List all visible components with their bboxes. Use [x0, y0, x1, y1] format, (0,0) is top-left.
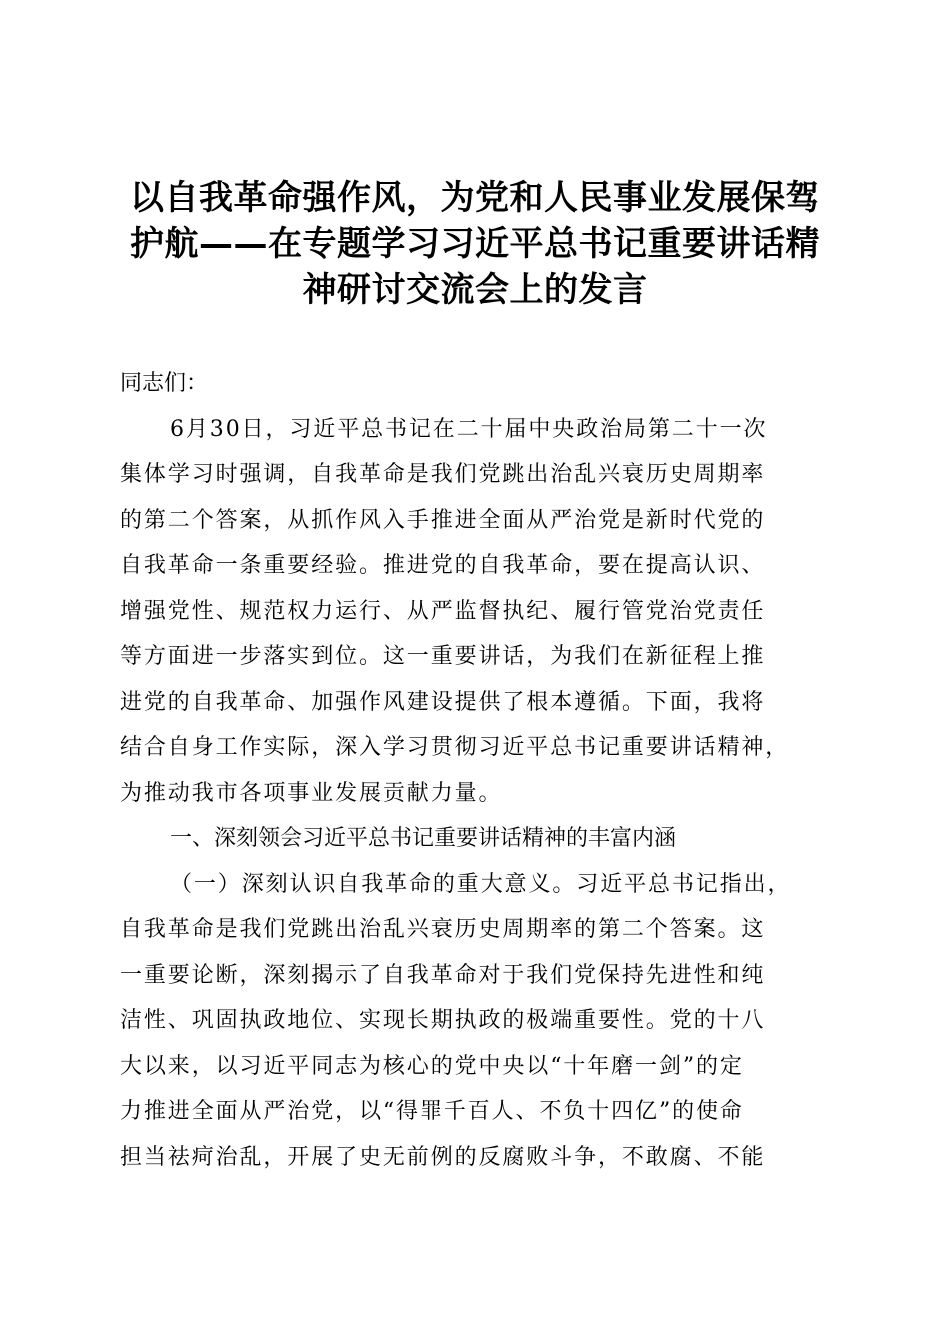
title-line-1: 以自我革命强作风，为党和人民事业发展保驾: [130, 178, 820, 218]
document-body: [120, 361, 830, 1180]
paragraph-line: 一重要论断，深刻揭示了自我革命对于我们党保持先进性和纯: [120, 962, 766, 988]
paragraph-line: 6月30日，习近平总书记在二十届中央政治局第二十一次: [170, 416, 768, 442]
paragraph-line: 自我革命是我们党跳出治乱兴衰历史周期率的第二个答案。这: [120, 917, 766, 942]
title-line-3: 神研讨交流会上的发言: [302, 270, 648, 310]
paragraph-line: 进党的自我革命、加强作风建设提供了根本遵循。下面，我将: [120, 689, 766, 715]
paragraph-line: 洁性、巩固执政地位、实现长期执政的极端重要性。党的十八: [120, 1008, 766, 1033]
title-line-2: 护航——在专题学习习近平总书记重要讲话精: [130, 224, 820, 264]
document-page: [120, 175, 830, 1180]
paragraph-line: 力推进全面从严治党，以“得罪千百人、不负十四亿”的使命: [120, 1099, 744, 1124]
section-paragraph: [120, 862, 830, 1181]
paragraph-line: 为推动我市各项事业发展贡献力量。: [120, 780, 503, 806]
paragraph-line: 大以来，以习近平同志为核心的党中央以“十年磨一剑”的定: [120, 1053, 744, 1079]
paragraph-line: 增强党性、规范权力运行、从严监督执纪、履行管党治党责任: [120, 598, 766, 624]
paragraph-line: 集体学习时强调，自我革命是我们党跳出治乱兴衰历史周期率: [120, 462, 766, 487]
paragraph-line: 结合自身工作实际，深入学习贯彻习近平总书记重要讲话精神，: [120, 735, 790, 760]
intro-paragraph: [120, 407, 830, 817]
document-title: [120, 175, 830, 313]
paragraph-line: 自我革命一条重要经验。推进党的自我革命，要在提高认识、: [120, 553, 766, 578]
salutation: 同志们：: [120, 371, 209, 396]
section-heading: 一、深刻领会习近平总书记重要讲话精神的丰富内涵: [170, 826, 677, 851]
paragraph-line: 等方面进一步落实到位。这一重要讲话，为我们在新征程上推: [120, 644, 766, 669]
paragraph-line: （一）深刻认识自我革命的重大意义。习近平总书记指出，: [170, 871, 792, 897]
paragraph-line: 担当祛疴治乱，开展了史无前例的反腐败斗争，不敢腐、不能: [120, 1144, 766, 1170]
paragraph-line: 的第二个答案，从抓作风入手推进全面从严治党是新时代党的: [120, 507, 766, 533]
